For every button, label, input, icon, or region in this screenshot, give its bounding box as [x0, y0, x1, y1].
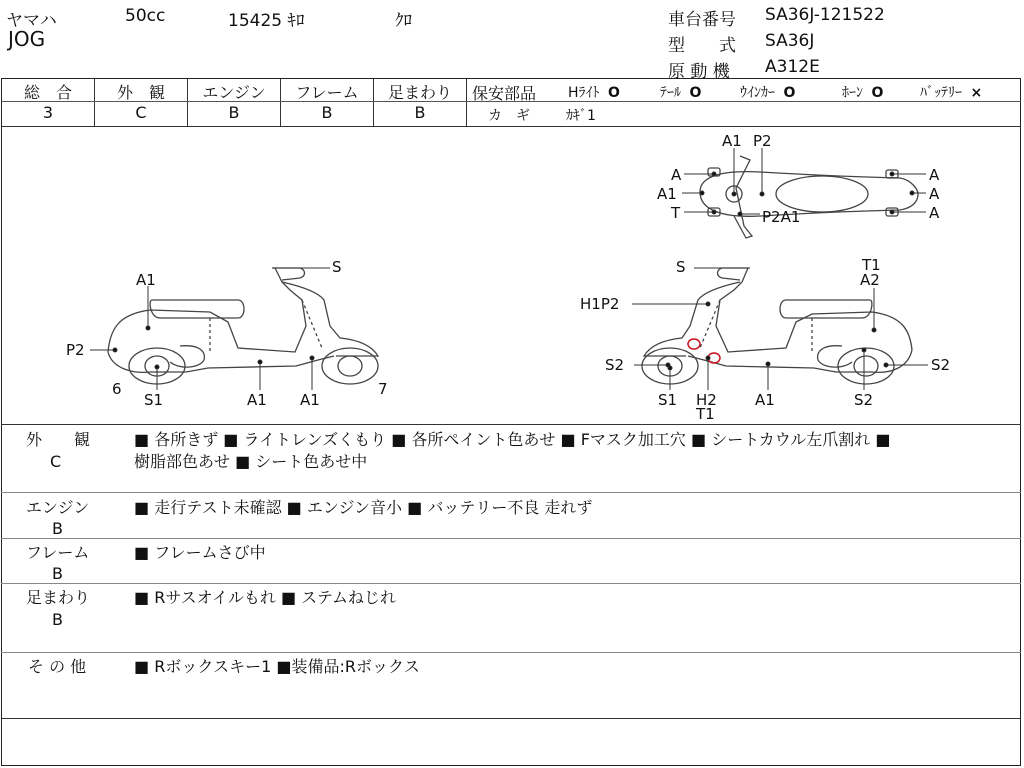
remark-text-suspension: ■ Rサスオイルもれ ■ ステムねじれ: [134, 588, 397, 607]
remark-text-engine: ■ 走行テスト未確認 ■ エンジン音小 ■ バッテリー不良 走れず: [134, 498, 593, 517]
label-left-P2: P2: [66, 341, 85, 359]
grid-line: [1, 538, 1021, 539]
grade-frame-label: フレーム: [295, 83, 359, 102]
safety-item-mark: ×: [970, 85, 983, 101]
label-right-H2: H2: [696, 391, 717, 409]
grade-total: 3: [42, 103, 54, 122]
label-top-A-right-2: A: [929, 185, 940, 203]
grid-line: [1, 652, 1021, 653]
label-right-S2-right: S2: [931, 356, 951, 374]
grade-total-label: 総 合: [23, 83, 72, 102]
label-top-A-left-1: A: [671, 166, 682, 184]
safety-item-horn: [842, 82, 883, 102]
frame-no: SA36J-121522: [765, 5, 885, 25]
scooter-top-view-drawing: [700, 156, 918, 238]
frame-no-label: 車台番号: [668, 10, 736, 30]
safety-item-mark: O: [871, 85, 884, 101]
remark-label-other: そ の 他: [28, 657, 87, 676]
safety-item-mark: O: [783, 85, 796, 101]
safety-item-tail: [660, 82, 701, 102]
label-left-A1-bottom2: A1: [300, 391, 320, 409]
grade-exterior: C: [135, 103, 147, 122]
safety-item-battery: [920, 82, 982, 102]
key-value: ｶｷﾞ1: [566, 108, 596, 124]
grade-engine: B: [228, 103, 240, 122]
label-right-T1-bottom: T1: [696, 405, 715, 423]
label-left-S1: S1: [144, 391, 164, 409]
engine-value: A312E: [765, 57, 820, 77]
label-right-S2-bottom: S2: [854, 391, 874, 409]
maker: ヤマハ: [6, 11, 57, 31]
model-name: JOG: [8, 27, 46, 51]
grid-line: [466, 79, 467, 126]
label-left-6: 6: [112, 380, 122, 398]
label-right-A1: A1: [755, 391, 775, 409]
safety-item-name: ﾎｰﾝ: [842, 85, 863, 101]
grade-engine-label: エンジン: [202, 83, 266, 102]
safety-item-name: ﾃｰﾙ: [660, 85, 681, 101]
remark-grade-exterior: C: [50, 452, 62, 471]
type-label: 型 式: [668, 36, 736, 56]
safety-item-mark: O: [689, 85, 702, 101]
remark-text-exterior-2: 樹脂部色あせ ■ シート色あせ中: [134, 452, 368, 471]
grid-line: [1, 718, 1021, 719]
safety-item-name: Hﾗｲﾄ: [568, 85, 600, 101]
label-top-T-left: T: [671, 204, 681, 222]
grid-line: [1, 424, 1021, 425]
remark-text-frame: ■ フレームさび中: [134, 543, 266, 562]
remark-label-engine: エンジン: [26, 498, 90, 517]
grid-line: [1, 583, 1021, 584]
grade-suspension: B: [414, 103, 426, 122]
label-right-H1P2: H1P2: [580, 295, 620, 313]
safety-item-name: ﾊﾞｯﾃﾘｰ: [920, 85, 962, 101]
label-right-S1: S1: [658, 391, 678, 409]
safety-item-mark: O: [607, 85, 620, 101]
label-top-A1-left: A1: [657, 185, 677, 203]
grid-line: [1, 492, 1021, 493]
label-top-P2A1: P2A1: [762, 208, 801, 226]
label-top-A1: A1: [722, 132, 742, 150]
remark-grade-suspension: B: [52, 610, 63, 629]
label-right-T1: T1: [862, 256, 881, 274]
remark-label-frame: フレーム: [26, 543, 90, 562]
label-right-A2: A2: [860, 271, 880, 289]
label-top-P2: P2: [753, 132, 772, 150]
label-right-S2-left: S2: [605, 356, 625, 374]
remark-label-exterior: 外 観: [26, 430, 91, 449]
remark-grade-frame: B: [52, 564, 63, 583]
color: ｸﾛ: [395, 11, 412, 31]
grade-exterior-label: 外 観: [116, 83, 165, 102]
label-left-7: 7: [378, 380, 388, 398]
label-top-A-right-1: A: [929, 166, 940, 184]
grade-suspension-label: 足まわり: [387, 83, 452, 102]
displacement: 50cc: [125, 6, 166, 26]
safety-item-name: ｳｲﾝｶｰ: [740, 85, 775, 101]
label-right-S: S: [676, 258, 686, 276]
safety-item-headlight: [568, 82, 620, 102]
damage-mark-circle: [688, 339, 700, 349]
label-top-A-right-3: A: [929, 204, 940, 222]
remark-label-suspension: 足まわり: [26, 588, 91, 607]
type-value: SA36J: [765, 31, 815, 51]
remark-grade-engine: B: [52, 519, 63, 538]
remark-text-other: ■ Rボックスキー1 ■装備品:Rボックス: [134, 657, 420, 676]
safety-label: 保安部品: [472, 84, 537, 103]
label-left-A1-bottom: A1: [247, 391, 267, 409]
safety-item-winker: [740, 82, 795, 102]
engine-label: 原 動 機: [668, 62, 730, 82]
grade-frame: B: [321, 103, 333, 122]
key-label: カ ギ: [488, 108, 530, 124]
mileage: 15425 ｷﾛ: [228, 11, 305, 31]
remark-text-exterior: ■ 各所きず ■ ライトレンズくもり ■ 各所ペイント色あせ ■ Fマスク加工穴 ■ シートカウル左爪割れ ■: [134, 430, 891, 449]
label-left-S: S: [332, 258, 342, 276]
label-left-A1-top: A1: [136, 271, 156, 289]
